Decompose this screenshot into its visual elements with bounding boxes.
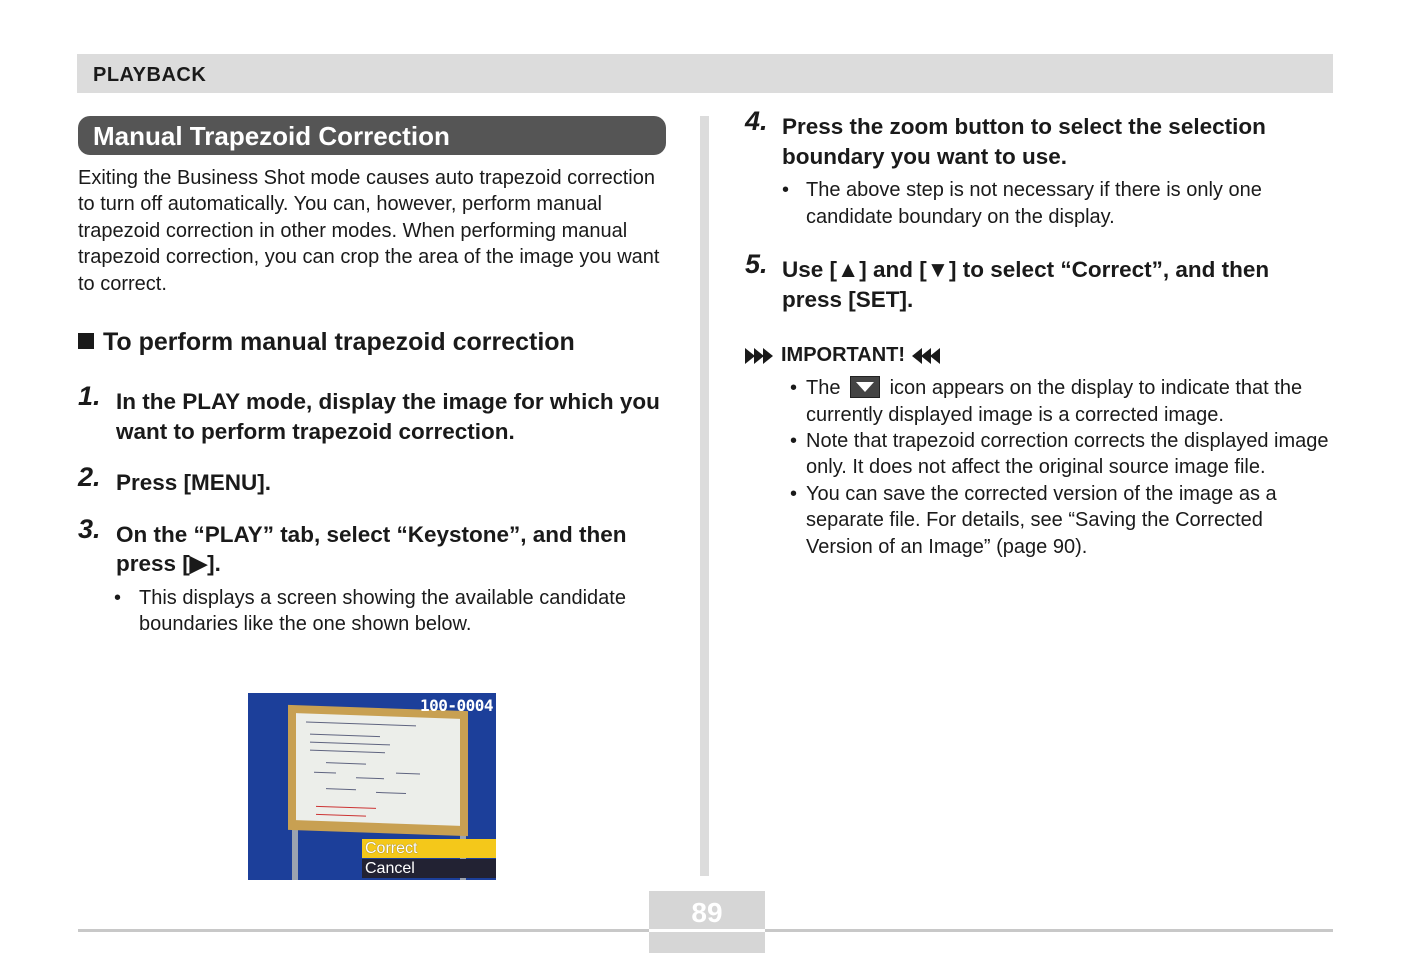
trapezoid-correction-icon [850,376,880,398]
whiteboard [288,705,468,836]
important-item [745,375,1335,428]
whiteboard-surface [296,713,460,826]
intro-paragraph: Exiting the Business Shot mode causes auto trapezoid correction to turn off automatically. You can, however, perform manual trapezoid correction in other modes. When performing manual trapezoid correction, you can crop the area of the image you want to correct. [78,167,660,295]
right-column [745,106,1335,560]
important-item [745,481,1335,560]
bullet-dot: • [790,430,798,452]
camera-screen-image [248,693,496,880]
column-divider [700,116,709,876]
important-arrow-icon [763,348,773,364]
page-number: 89 [691,897,723,928]
step-3 [78,513,668,579]
bullet-dot: • [114,587,122,609]
step-text: On the “PLAY” tab, select “Keystone”, and then press [▶]. [116,521,627,577]
step-text: In the PLAY mode, display the image for which you want to perform trapezoid correction. [116,389,660,444]
bullet-dot: • [790,482,798,505]
procedure-heading [78,328,668,357]
step-number: 2. [78,462,101,493]
section-title: Manual Trapezoid Correction [78,116,666,155]
page-number-rule [649,929,765,932]
important-heading [745,344,1335,367]
step-number: 3. [78,513,101,544]
step-text: Press the zoom button to select the selection boundary you want to use. [782,114,1266,169]
step-text: Press [MENU]. [116,470,272,496]
important-text: Note that trapezoid correction corrects the displayed image only. It does not affect the original source image file. [806,430,1329,479]
step-number: 4. [745,106,768,136]
step-1 [78,381,668,446]
step-number: 1. [78,381,101,412]
section-header-label: PLAYBACK [93,64,207,86]
procedure-heading-text: To perform manual trapezoid correction [103,328,575,357]
important-label: IMPORTANT! [781,344,906,367]
important-item [745,428,1335,481]
step-2 [78,462,668,498]
step-4 [745,106,1335,171]
bullet-dot: • [782,179,790,202]
file-number: 100-0004 [419,696,493,715]
important-arrow-icon [930,348,940,364]
important-text-pre: The [806,377,841,400]
step-number: 5. [745,249,768,279]
step-4-note [745,177,1335,230]
step-text: Use [▲] and [▼] to select “Correct”, and then press [SET]. [782,257,1270,312]
left-column [78,116,668,638]
important-text: You can save the corrected version of the image as a separate file. For details, see “Saving the Corrected Version of an Image” (page 90). [806,482,1277,558]
square-bullet-icon [78,333,94,349]
menu-option-cancel: Cancel [362,859,496,878]
note-text: This displays a screen showing the available candidate boundaries like the one shown below. [139,587,626,636]
section-header [77,54,1333,93]
important-text-post: icon appears on the display to indicate that the currently displayed image is a corrected image. [806,377,1303,426]
note-text: The above step is not necessary if there is only one candidate boundary on the display. [806,179,1262,228]
step-5 [745,249,1335,314]
bullet-dot: • [790,377,798,400]
menu-option-correct: Correct [362,839,496,858]
step-3-note [78,585,668,638]
page-number-box [649,891,765,953]
